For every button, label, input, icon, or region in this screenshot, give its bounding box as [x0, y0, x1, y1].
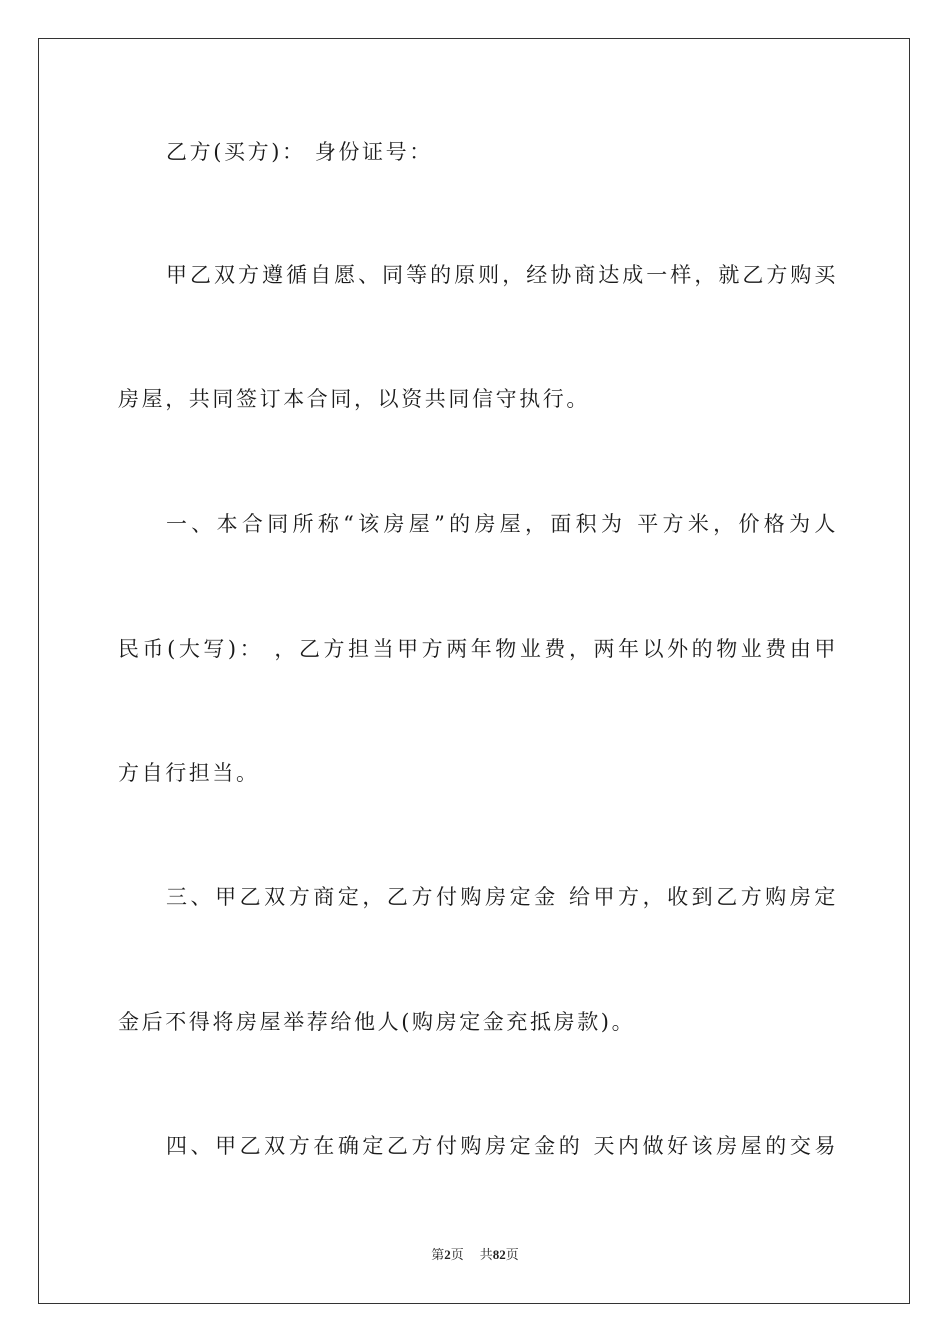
page-prefix: 第 [431, 1247, 445, 1262]
paragraph-line: 甲乙双方遵循自愿、同等的原则，经协商达成一样，就乙方购买 [166, 263, 838, 287]
total-pages: 82 [492, 1247, 506, 1262]
paragraph-line: 金后不得将房屋举荐给他人(购房定金充抵房款)。 [118, 1010, 636, 1034]
page-footer [0, 1246, 950, 1264]
paragraph-line: 四、甲乙双方在确定乙方付购房定金的 天内做好该房屋的交易 [166, 1134, 838, 1158]
paragraph-line: 方自行担当。 [118, 761, 260, 785]
total-prefix: 共 [479, 1247, 493, 1262]
paragraph-line: 乙方(买方)： 身份证号： [166, 140, 433, 164]
page-border [38, 38, 910, 1304]
paragraph-line: 房屋，共同签订本合同，以资共同信守执行。 [118, 387, 590, 411]
page-number: 2 [444, 1247, 451, 1262]
paragraph-line: 一、本合同所称“该房屋”的房屋，面积为 平方米，价格为人 [166, 512, 838, 536]
page-suffix: 页 [450, 1247, 464, 1262]
paragraph-line: 民币(大写)： ，乙方担当甲方两年物业费，两年以外的物业费由甲 [118, 637, 838, 661]
paragraph-line: 三、甲乙双方商定，乙方付购房定金 给甲方，收到乙方购房定 [166, 885, 838, 909]
total-suffix: 页 [505, 1247, 519, 1262]
